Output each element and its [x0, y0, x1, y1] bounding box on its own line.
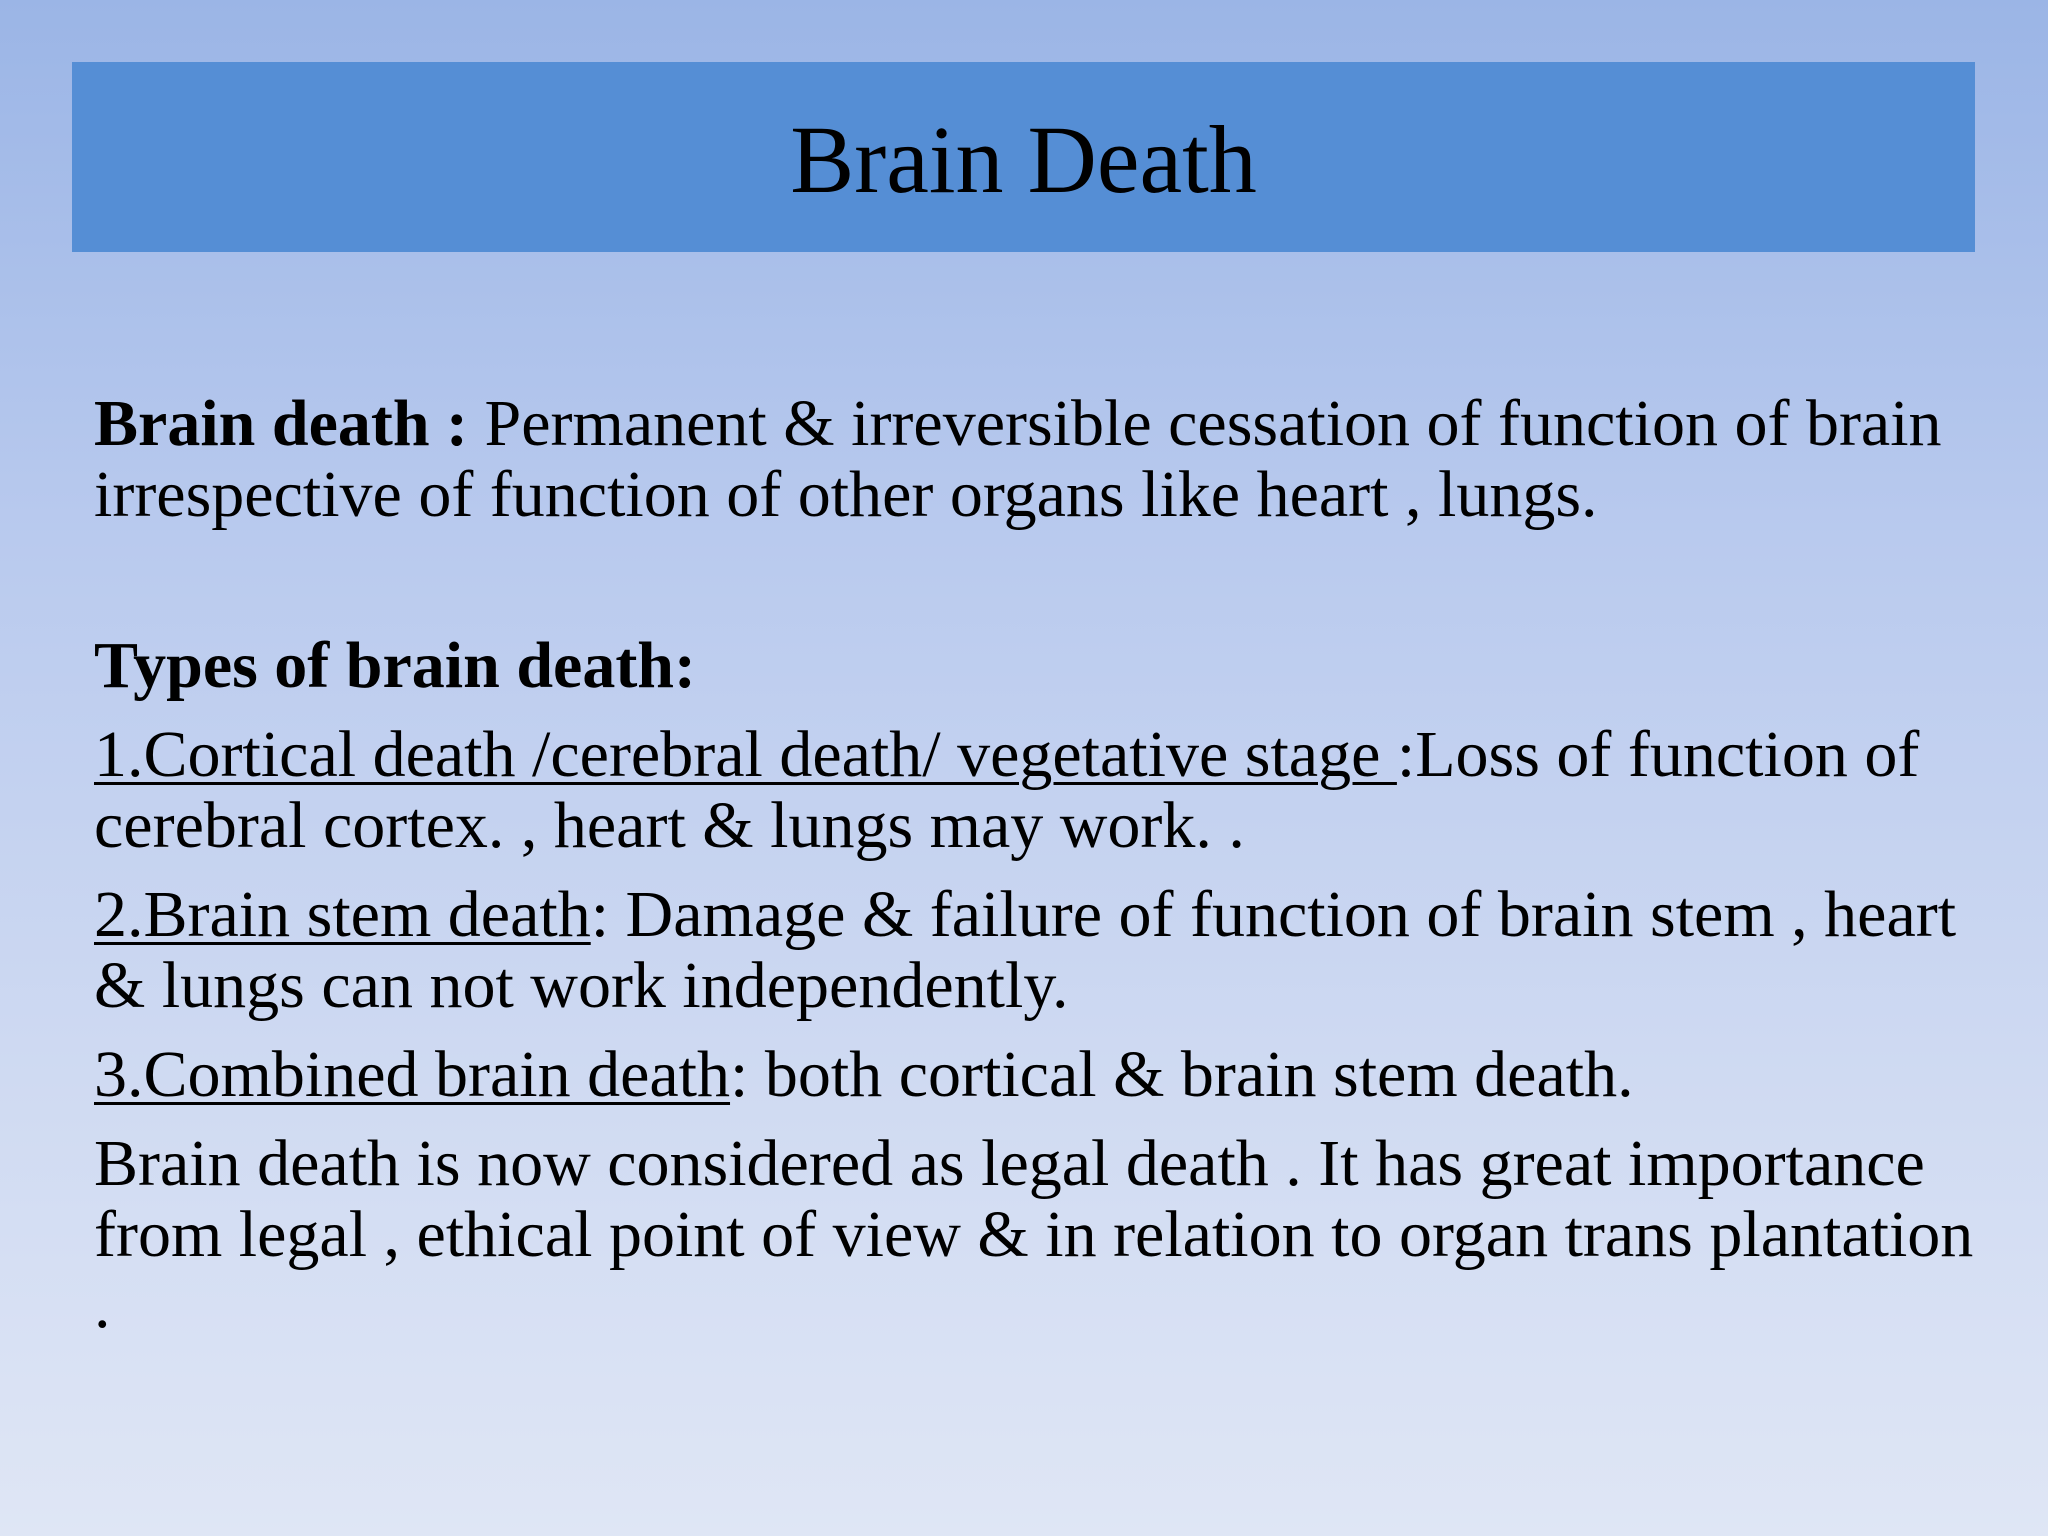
slide-body [94, 388, 1974, 1341]
definition-paragraph [94, 388, 1974, 530]
type-description: : Damage & failure of function of brain stem , heart & lungs can not work independently. [94, 878, 1957, 1022]
conclusion-paragraph: Brain death is now considered as legal death . It has great importance from legal , ethical point of view & in relation to organ trans plantation . [94, 1127, 1974, 1342]
types-heading: Types of brain death: [94, 629, 696, 702]
type-description: : both cortical & brain stem death. [730, 1038, 1634, 1111]
type-item-cortical [94, 719, 1974, 861]
slide-title: Brain Death [790, 106, 1257, 213]
type-item-brain-stem [94, 879, 1974, 1021]
definition-text: Permanent & irreversible cessation of function of brain irrespective of function of other organs like heart , lungs. [94, 387, 1942, 531]
type-name: 2.Brain stem death [94, 878, 591, 951]
type-description: :Loss of function of cerebral cortex. , heart & lungs may work. . [94, 718, 1920, 862]
type-name: 3.Combined brain death [94, 1038, 731, 1111]
type-item-combined [94, 1039, 1974, 1110]
type-name: 1.Cortical death /cerebral death/ vegetative stage [94, 718, 1397, 791]
definition-term: Brain death : [94, 387, 469, 460]
title-bar [72, 62, 1975, 252]
